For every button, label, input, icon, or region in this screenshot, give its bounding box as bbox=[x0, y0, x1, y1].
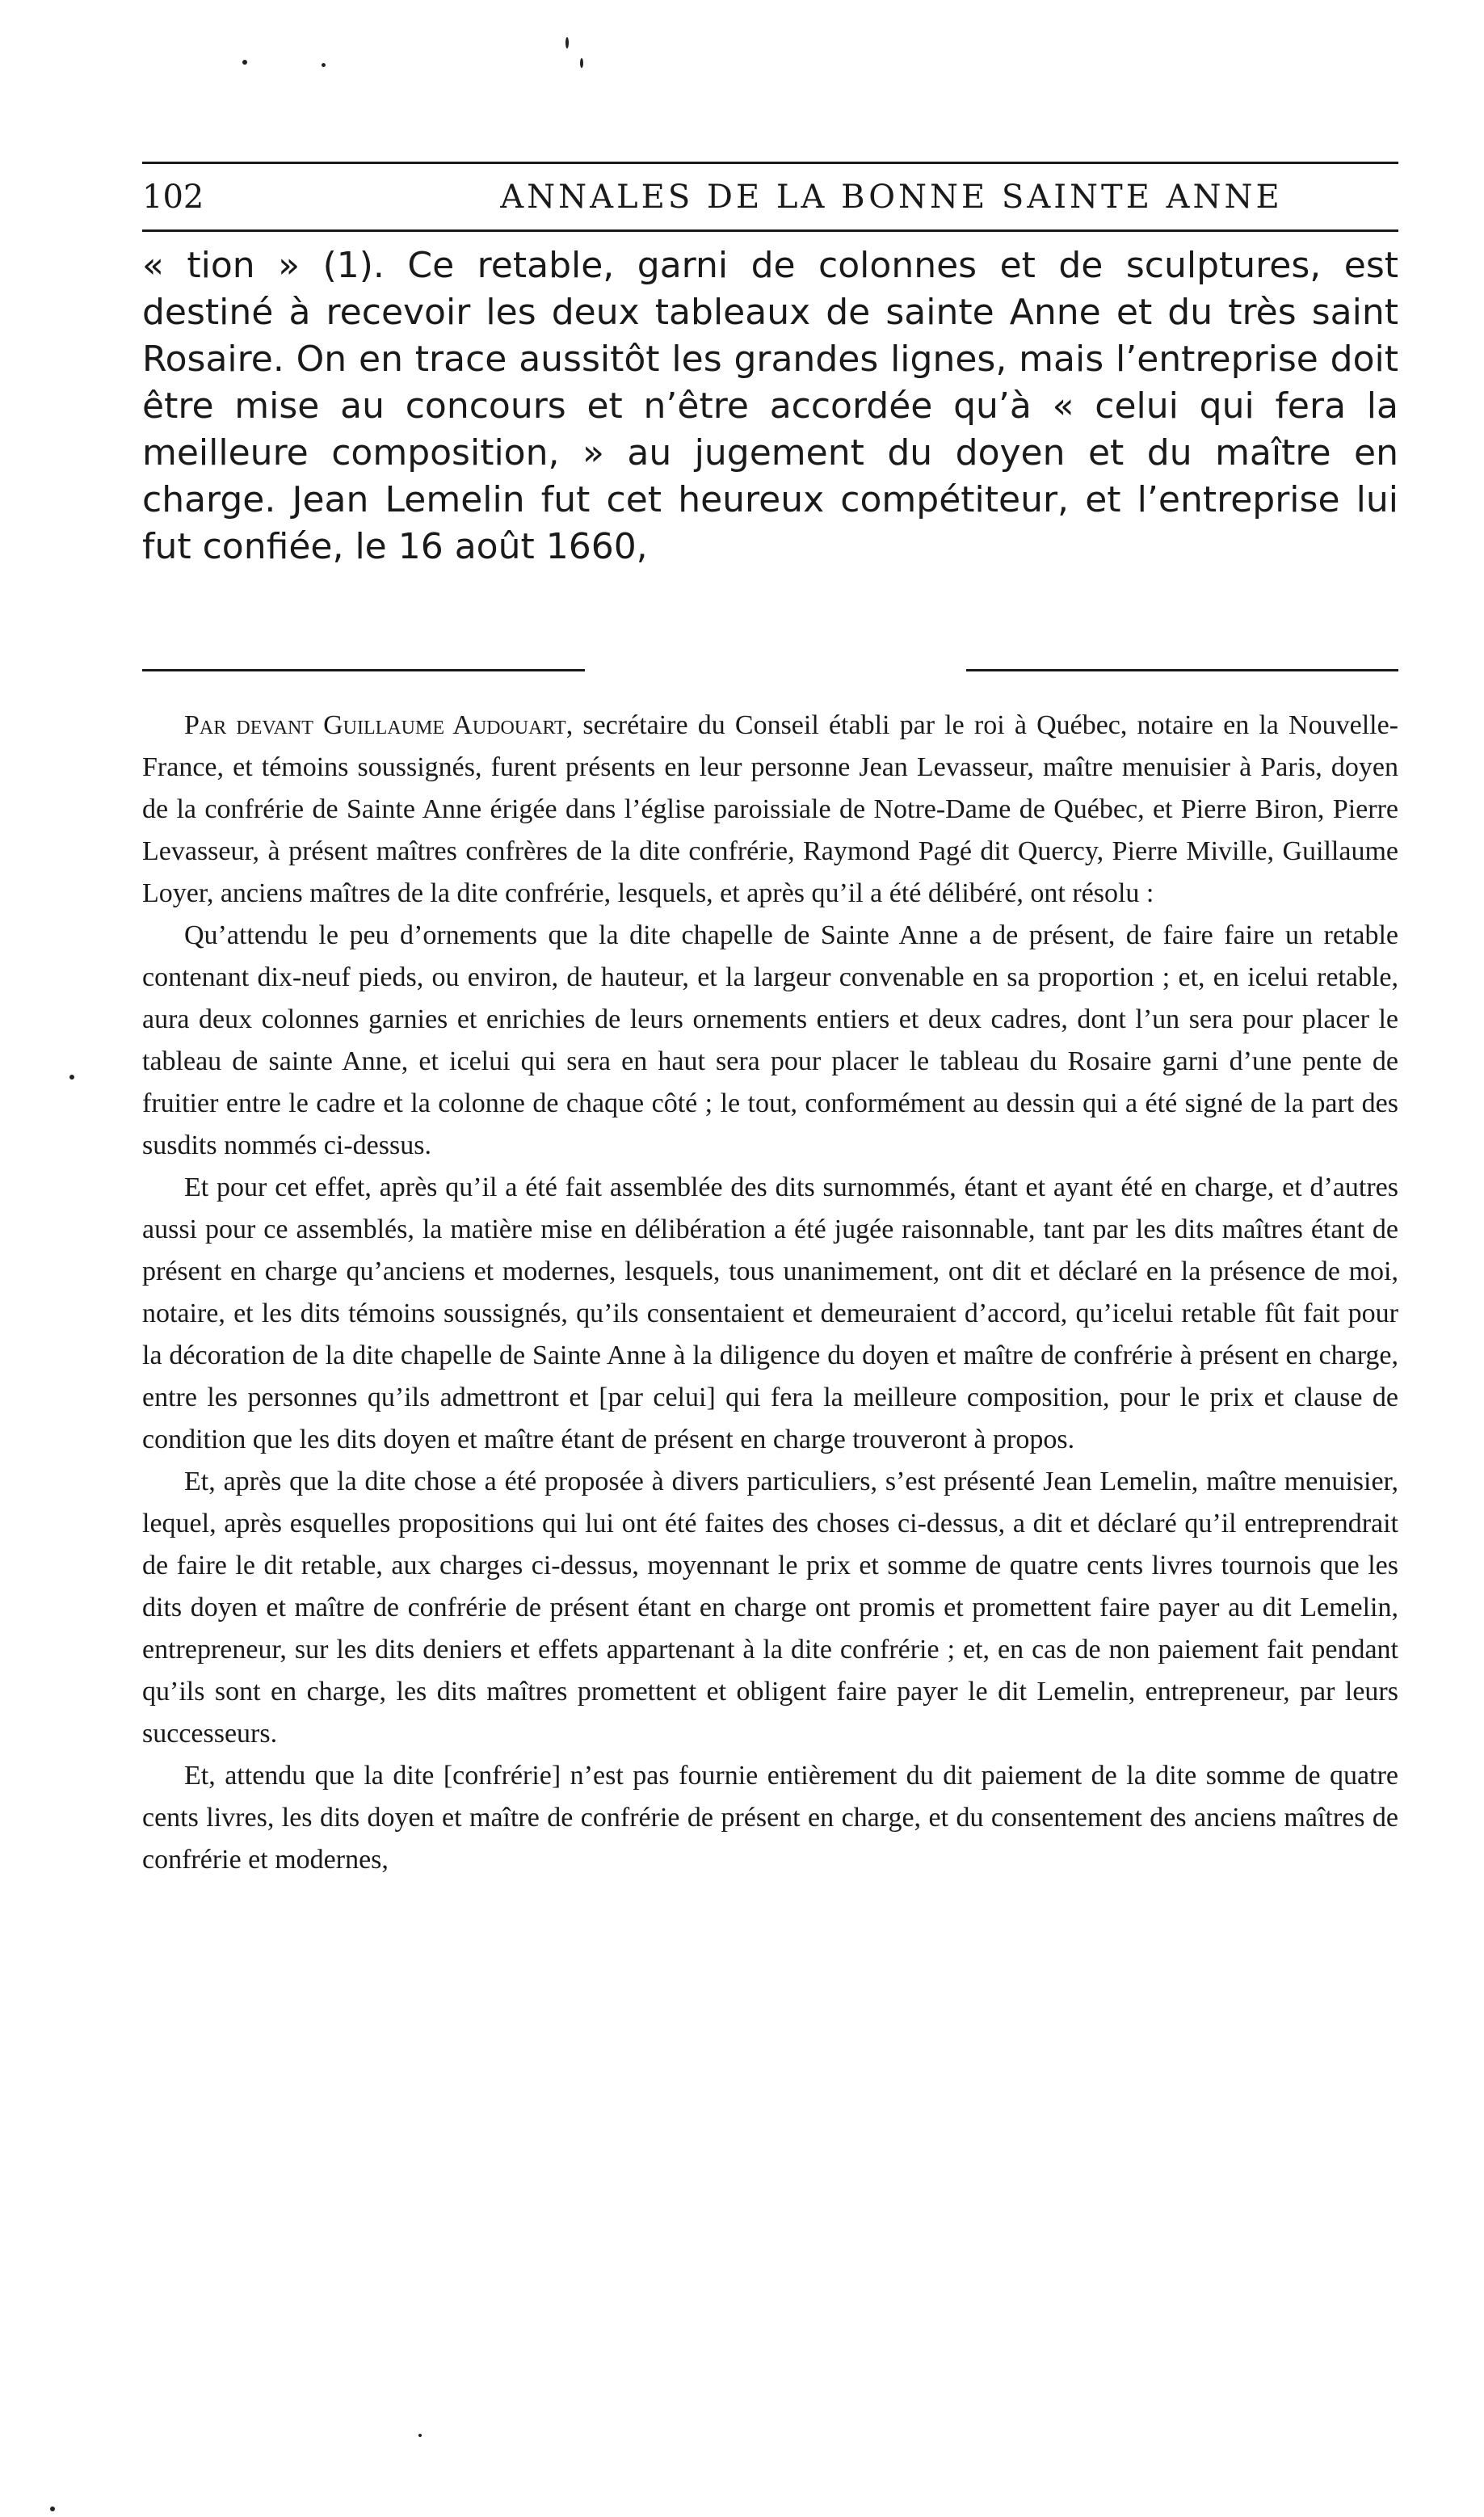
footnote-paragraph: Et, attendu que la dite [confrérie] n’est pas fournie entièrement du dit paiement de la dite somme de quatre cents livres, les dits doyen et maître de confrérie de présent en charge, et du consentement des anciens maîtres de confrérie et modernes, bbox=[142, 1761, 1398, 1875]
running-title: ANNALES DE LA BONNE SAINTE ANNE bbox=[500, 179, 1283, 216]
footnote-paragraph bbox=[142, 705, 1398, 915]
scan-speck bbox=[242, 60, 247, 65]
body-text: « tion » (1). Ce retable, garni de colonnes et de sculptures, est destiné à recevoir les deux tableaux de sainte Anne et du très saint Rosaire. On en trace aussitôt les grandes lignes, mais l’entreprise doit être mise au concours et n’être accordée qu’à « celui qui fera la meilleure composition, » au jugement du doyen et du maître en charge. Jean Lemelin fut cet heureux compétiteur, et l’entreprise lui fut confiée, le 16 août 1660, bbox=[142, 245, 1398, 567]
running-head bbox=[142, 173, 1398, 221]
scan-speck bbox=[565, 37, 569, 48]
header-bottom-rule bbox=[142, 229, 1398, 232]
footnote-paragraph: Et pour cet effet, après qu’il a été fait assemblée des dits surnommés, étant et ayant été en charge, et d’autres aussi pour ce assemblés, la matière mise en délibération a été jugée raisonnable, tant par les dits maîtres étant de présent en charge qu’anciens et modernes, lesquels, tous unanimement, ont dit et déclaré en la présence de moi, notaire, et les dits témoins soussignés, qu’ils consentaient et demeuraient d’accord, qu’icelui retable fût fait pour la décoration de la dite chapelle de Sainte Anne à la diligence du doyen et maître de confrérie à présent en charge, entre les personnes qu’ils admettront et [par celui] qui fera la meilleure composition, pour le prix et clause de condition que les dits doyen et maître étant de présent en charge trouveront à propos. bbox=[142, 1172, 1398, 1454]
footnote-paragraph-text: , secrétaire du Conseil établi par le roi à Québec, notaire en la Nouvelle-France, et témoins soussignés, furent présents en leur personne Jean Levasseur, maître menuisier à Paris, doyen de la confrérie de Sainte Anne érigée dans l’église paroissiale de Notre-Dame de Québec, et Pierre Biron, Pierre Levasseur, à présent maîtres confrères de la dite confrérie, Raymond Pagé dit Quercy, Pierre Miville, Guillaume Loyer, anciens maîtres de la dite confrérie, lesquels, et après qu’il a été délibéré, ont résolu : bbox=[142, 710, 1398, 908]
footnote-paragraph: Qu’attendu le peu d’ornements que la dite chapelle de Sainte Anne a de présent, de faire faire un retable contenant dix-neuf pieds, ou environ, de hauteur, et la largeur convenable en sa proportion ; et, en icelui retable, aura deux colonnes garnies et enrichies de leurs ornements entiers et deux cadres, dont l’un sera pour placer le tableau de sainte Anne, et icelui qui sera en haut sera pour placer le tableau du Rosaire garni d’une pente de fruitier entre le cadre et la colonne de chaque côté ; le tout, conformément au dessin qui a été signé de la part des susdits nommés ci-dessus. bbox=[142, 920, 1398, 1160]
scan-speck bbox=[418, 2434, 422, 2437]
footnote bbox=[142, 705, 1398, 1881]
scan-speck bbox=[322, 63, 326, 67]
footnote-opening: Par devant Guillaume Audouart bbox=[184, 710, 566, 740]
footnote-separator-left bbox=[142, 669, 585, 671]
scan-speck bbox=[580, 58, 583, 68]
page-number: 102 bbox=[142, 179, 204, 216]
scan-speck bbox=[50, 2506, 55, 2511]
scan-speck bbox=[69, 1075, 74, 1080]
header-top-rule bbox=[142, 162, 1398, 164]
footnote-separator-right bbox=[966, 669, 1398, 671]
footnote-paragraph: Et, après que la dite chose a été proposée à divers particuliers, s’est présenté Jean Lemelin, maître menuisier, lequel, après esquelles propositions qui lui ont été faites des choses ci-dessus, a dit et déclaré qu’il entreprendrait de faire le dit retable, aux charges ci-dessus, moyennant le prix et somme de quatre cents livres tournois que les dits doyen et maître de confrérie de présent étant en charge ont promis et promettent faire payer au dit Lemelin, entrepreneur, sur les dits deniers et effets appartenant à la dite confrérie ; et, en cas de non paiement fait pendant qu’ils sont en charge, les dits maîtres promettent et obligent faire payer le dit Lemelin, entrepreneur, par leurs successeurs. bbox=[142, 1467, 1398, 1749]
